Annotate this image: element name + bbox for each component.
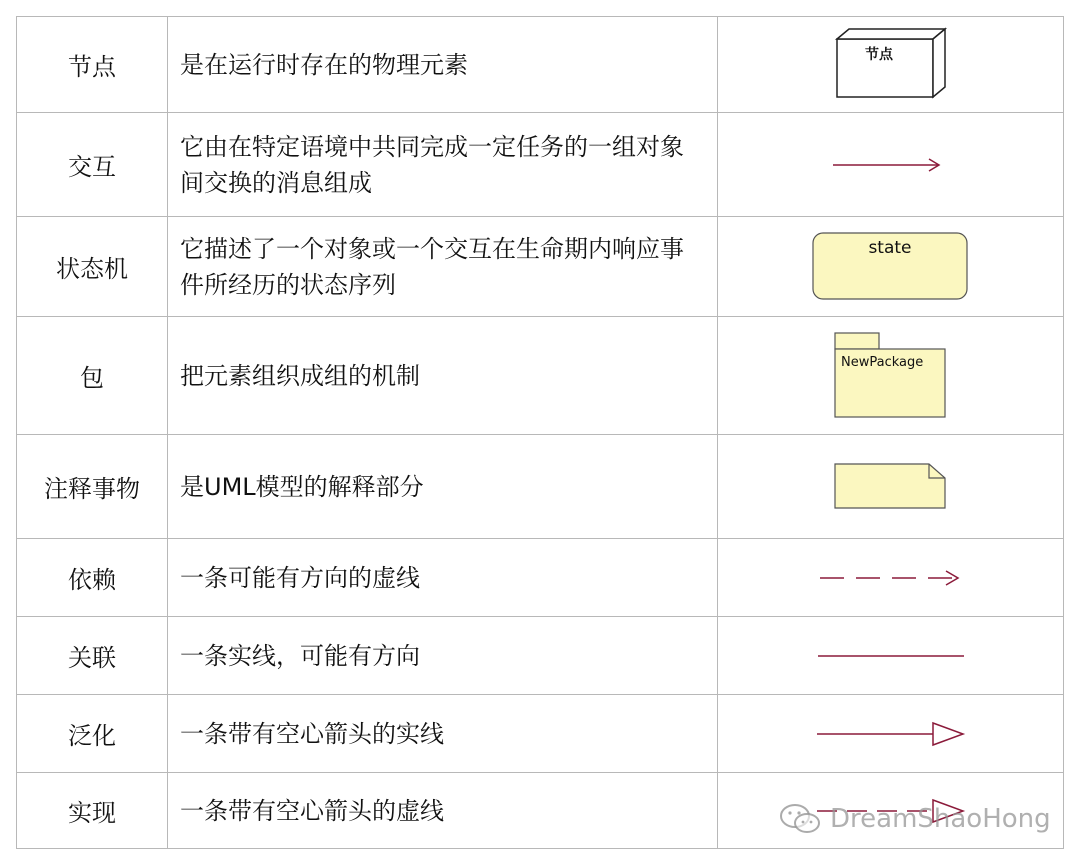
dependency-arrow-icon [818, 568, 964, 588]
package-label: NewPackage [840, 354, 923, 370]
symbol-cell [718, 539, 1064, 617]
term-cell: 节点 [17, 17, 168, 113]
description-cell: 它描述了一个对象或一个交互在生命期内响应事件所经历的状态序列 [168, 217, 718, 317]
description-cell: 它由在特定语境中共同完成一定任务的一组对象间交换的消息组成 [168, 113, 718, 217]
symbol-cell [718, 695, 1064, 773]
description-cell: 一条带有空心箭头的实线 [168, 695, 718, 773]
uml-elements-table [16, 16, 1064, 849]
table-row [17, 317, 1064, 435]
symbol-cell [718, 435, 1064, 539]
description-cell: 一条可能有方向的虚线 [168, 539, 718, 617]
generalization-arrow-icon [815, 720, 967, 748]
table-row [17, 435, 1064, 539]
description-cell: 把元素组织成组的机制 [168, 317, 718, 435]
description-cell: 一条带有空心箭头的虚线 [168, 773, 718, 849]
package-symbol-icon [833, 331, 949, 421]
term-cell: 状态机 [17, 217, 168, 317]
symbol-cell [718, 317, 1064, 435]
symbol-cell [718, 17, 1064, 113]
description-cell: 是UML模型的解释部分 [168, 435, 718, 539]
table-row [17, 539, 1064, 617]
description-cell: 一条实线，可能有方向 [168, 617, 718, 695]
node-side-face [933, 29, 945, 97]
realization-arrow-icon [815, 797, 967, 825]
node-label: 节点 [864, 46, 893, 63]
table-row [17, 217, 1064, 317]
watermark-text: DreamShaoHong [830, 804, 1051, 834]
term-cell: 关联 [17, 617, 168, 695]
association-line-icon [816, 651, 966, 661]
symbol-cell [718, 217, 1064, 317]
term-cell: 包 [17, 317, 168, 435]
message-arrow-icon [831, 155, 951, 175]
table-row [17, 695, 1064, 773]
table-row [17, 17, 1064, 113]
description-cell: 是在运行时存在的物理元素 [168, 17, 718, 113]
term-cell: 依赖 [17, 539, 168, 617]
term-cell: 注释事物 [17, 435, 168, 539]
note-symbol-icon [833, 462, 949, 512]
state-label: state [867, 237, 912, 258]
symbol-cell [718, 113, 1064, 217]
term-cell: 实现 [17, 773, 168, 849]
table-row [17, 113, 1064, 217]
state-symbol-icon [811, 231, 971, 303]
table-row [17, 773, 1064, 849]
symbol-cell [718, 617, 1064, 695]
node-symbol-icon [831, 27, 951, 103]
table-row [17, 617, 1064, 695]
symbol-cell [718, 773, 1064, 849]
node-top-face [837, 29, 945, 39]
term-cell: 泛化 [17, 695, 168, 773]
term-cell: 交互 [17, 113, 168, 217]
